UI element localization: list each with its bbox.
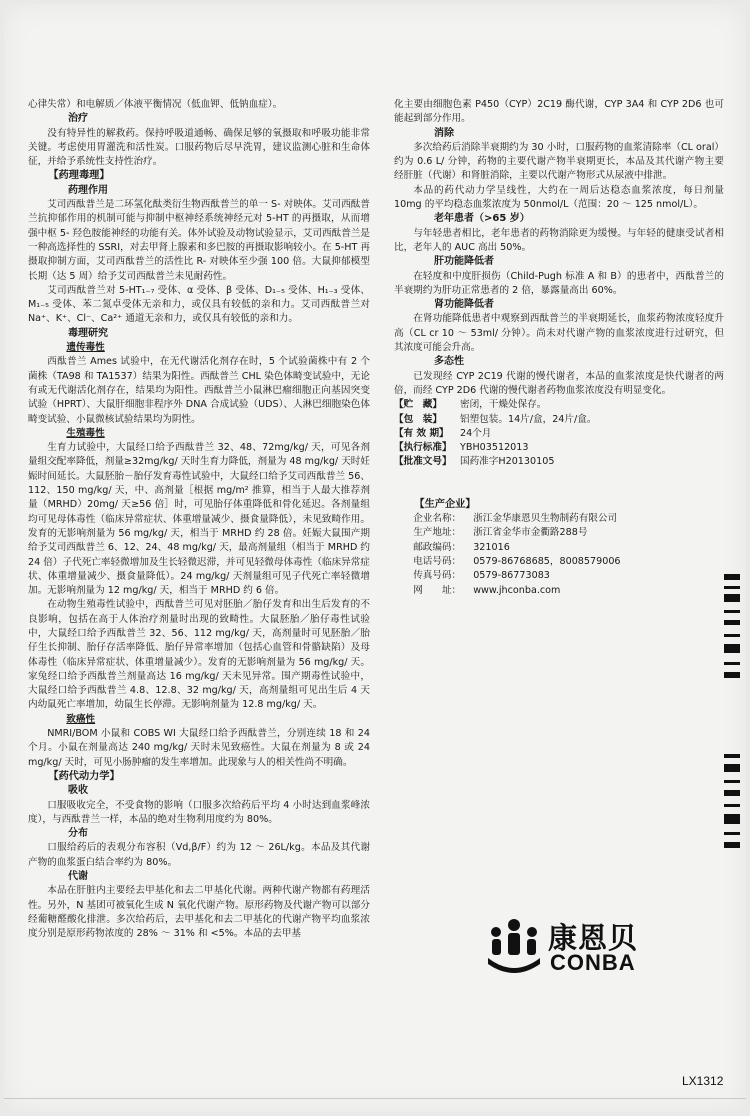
- carcinogenicity-heading: 致癌性: [66, 713, 96, 725]
- treatment-text: 没有特异性的解救药。保持呼吸道通畅、确保足够的氧摄取和呼吸功能非常关键。考虑使用胃灌洗和活性炭。口服药物后尽早洗胃，建议监测心脏和生命体征，并给予系统性支持性治疗。: [28, 127, 370, 168]
- manufacturer-fax-value: 0579-86773083: [473, 570, 550, 582]
- reproductive-toxicity-text-2: 在动物生殖毒性试验中，西酞普兰可见对胚胎／胎仔发育和出生后发育的不良影响，包括在高于人体治疗剂量时出现的致畸性。大鼠胚胎／胎仔毒性试验中，大鼠经口给予西酞普兰 32、56、112 mg/kg/ 天，高剂量时可见胚胎／胎仔生长抑制、胎仔存活率降低、胎仔异常率增加（包括心血管和骨骼缺陷）及母体毒性（临床异常症状、体重增量减少）。发育的无影响剂量为 56 mg/kg/ 天。家兔经口给予西酞普兰剂量高达 16 mg/kg/ 天未见异常。围产期毒性试验中，大鼠经口给予西酞普兰 4.8、12.8、32 mg/kg/ 天，高剂量组可见出生后 4 天内幼鼠死亡率增加，幼鼠生长停滞。无影响剂量为 12.8 mg/kg/ 天。: [28, 599, 370, 711]
- storage-row: [394, 398, 724, 412]
- elimination-text-1: 多次给药后消除半衰期约为 30 小时，口服药物的血浆清除率（CL oral）约为 0.6 L/ 分钟，药物的主要代谢产物半衰期更长，本品及其代谢产物主要经肝脏（代谢）和肾脏消除，主要以代谢产物形式从尿液中排泄。: [394, 141, 724, 182]
- manufacturer-phone-value: 0579-86768685，8008579006: [473, 555, 621, 567]
- manufacturer-zip-value: 321016: [473, 541, 510, 553]
- manufacturer-phone-row: [394, 555, 724, 569]
- bottom-crease: [4, 1098, 746, 1099]
- manufacturer-address-row: [394, 526, 724, 540]
- pharmacokinetics-section: 【药代动力学】: [48, 770, 120, 782]
- logo-chinese-name: 康恩贝: [548, 921, 639, 955]
- treatment-heading: 治疗: [68, 113, 88, 125]
- manufacturer-phone-label: 电话号码：: [413, 555, 462, 567]
- storage-label: 【贮 藏】: [394, 399, 442, 411]
- manufacturer-zip-row: [394, 541, 724, 555]
- conba-logo: [486, 916, 666, 980]
- manufacturer-address-label: 生产地址：: [413, 527, 462, 539]
- leaflet-code: LX1312: [682, 1074, 724, 1088]
- pharmacology-heading: 药理作用: [68, 184, 108, 196]
- package-label: 【包 装】: [394, 413, 442, 425]
- right-column: [394, 98, 724, 598]
- elderly-text: 与年轻患者相比，老年患者的药物消除更为缓慢。与年轻的健康受试者相比，老年人的 AUC 高出 50%。: [394, 227, 724, 253]
- manufacturer-website-label: 网 址：: [413, 584, 462, 596]
- elderly-heading: 老年患者（>65 岁）: [434, 213, 530, 225]
- polymorphism-text: 已发现经 CYP 2C19 代谢的慢代谢者，本品的血浆浓度是快代谢者的两倍，而经 CYP 2D6 代谢的慢代谢者药物血浆浓度没有明显变化。: [394, 370, 724, 396]
- distribution-heading: 分布: [68, 828, 88, 840]
- side-barcode-icon: [724, 574, 740, 864]
- manufacturer-section: 【生产企业】: [414, 498, 476, 510]
- distribution-text: 口服给药后的表观分布容积（Vd,β/F）约为 12 ～ 26L/kg。本品及其代谢产物的血浆蛋白结合率约为 80%。: [28, 842, 370, 868]
- manufacturer-name-value: 浙江金华康恩贝生物制药有限公司: [473, 513, 618, 525]
- manufacturer-address-value: 浙江省金华市金衢路288号: [473, 527, 588, 539]
- hepatic-impairment-heading: 肝功能降低者: [434, 256, 494, 268]
- polymorphism-heading: 多态性: [434, 356, 464, 368]
- metabolism-text: 本品在肝脏内主要经去甲基化和去二甲基化代谢。两种代谢产物都有药理活性。另外，N 基团可被氧化生成 N 氧化代谢产物。原形药物及代谢产物可以部分经葡糖醛酸化排泄。多次给药后，去甲基化和去二甲基化的代谢产物平均血浆浓度分别是原形药物浓度的 28% ～ 31% 和 <5%。本品的去甲基: [28, 885, 370, 940]
- standard-label: 【执行标准】: [394, 442, 452, 454]
- logo-english-name: CONBA: [550, 950, 636, 975]
- package-row: [394, 413, 724, 427]
- elimination-text-2: 本品的药代动力学呈线性，大约在一周后达稳态血浆浓度，每日剂量 10mg 的平均稳态血浆浓度为 50nmol/L（范围：20 ～ 125 nmol/L）。: [394, 184, 724, 211]
- overdose-intro: 心律失常）和电解质／体液平衡情况（低血钾、低钠血症）。: [28, 99, 283, 110]
- manufacturer-fax-label: 传真号码：: [413, 570, 462, 582]
- metabolism-heading: 代谢: [68, 871, 88, 883]
- absorption-heading: 吸收: [68, 785, 88, 797]
- manufacturer-zip-label: 邮政编码：: [413, 541, 462, 553]
- manufacturer-website-value: www.jhconba.com: [473, 584, 561, 596]
- pharmacology-text-2: 艾司西酞普兰对 5-HT₁₋₇ 受体、α 受体、β 受体、D₁₋₅ 受体、H₁₋₃ 受体、M₁₋₅ 受体、苯二氮卓受体无亲和力，或仅具有较低的亲和力。艾司西酞普兰对 Na⁺、K⁺、Cl⁻、Ca²⁺ 通道无亲和力，或仅具有较低的亲和力。: [28, 284, 370, 325]
- pharmacology-toxicology-section: 【药理毒理】: [48, 170, 110, 182]
- elimination-heading: 消除: [434, 127, 454, 139]
- standard-row: [394, 441, 724, 455]
- renal-impairment-heading: 肾功能降低者: [434, 299, 494, 311]
- validity-value: 24个月: [460, 427, 492, 439]
- conba-logo-mark-icon: [486, 916, 542, 976]
- manufacturer-name-label: 企业名称：: [413, 513, 462, 525]
- renal-impairment-text: 在肾功能降低患者中观察到西酞普兰的半衰期延长，血浆药物浓度轻度升高（CL cr 10 ～ 53ml/ 分钟）。尚未对代谢产物的血浆浓度进行过研究，但其浓度可能会升高。: [394, 313, 724, 354]
- storage-value: 密闭，干燥处保存。: [460, 399, 547, 411]
- standard-value: YBH03512013: [460, 442, 529, 454]
- genotoxicity-text: 西酞普兰 Ames 试验中，在无代谢活化剂存在时，5 个试验菌株中有 2 个菌株（TA98 和 TA1537）结果为阳性。西酞普兰 CHL 染色体畸变试验中，无论有或无代谢活化剂存在，结果均为阳性。西酞普兰小鼠淋巴瘤细胞正向基因突变试验（HPRT）、大鼠肝细胞非程序外 DNA 合成试验（UDS）、人淋巴细胞染色体畸变试验、小鼠微核试验结果均为阴性。: [28, 356, 370, 425]
- validity-label: 【有 效 期】: [394, 427, 449, 439]
- manufacturer-name-row: [394, 512, 724, 526]
- carcinogenicity-text: NMRI/BOM 小鼠和 COBS WI 大鼠经口给予西酞普兰，分别连续 18 和 24 个月。小鼠在剂量高达 240 mg/kg/ 天时未见致癌性。大鼠在剂量为 8 或 24 mg/kg/ 天时，可见小肠肿瘤的发生率增加。此现象与人的相关性尚不明确。: [28, 728, 370, 768]
- approval-label: 【批准文号】: [394, 456, 452, 468]
- validity-row: [394, 427, 724, 441]
- package-value: 铝塑包装。14片/盒，24片/盒。: [460, 413, 597, 425]
- absorption-text: 口服吸收完全，不受食物的影响（口服多次给药后平均 4 小时达到血浆峰浓度），与西酞普兰一样，本品的绝对生物利用度约为 80%。: [28, 799, 370, 825]
- pharmacology-text-1: 艾司西酞普兰是二环氢化酞类衍生物西酞普兰的单一 S- 对映体。艾司西酞普兰抗抑郁作用的机制可能与抑制中枢神经系统神经元对 5-HT 的再摄取，从而增强中枢 5- 羟色胺能神经的功能有关。体外试验及动物试验显示，艾司西酞普兰是一种高选择性的 SSRI，对去甲肾上腺素和多巴胺的再摄取影响较小。在 5-HT 再摄取抑制方面，艾司西酞普兰的活性比 R- 对映体至少强 100 倍。大鼠抑郁模型长期（达 5 周）给予艾司西酞普兰未见耐药性。: [28, 199, 370, 282]
- metabolism-text-continued: 化主要由细胞色素 P450（CYP）2C19 酶代谢，CYP 3A4 和 CYP 2D6 也可能起到部分作用。: [394, 99, 724, 125]
- manufacturer-website-row: [394, 584, 724, 598]
- leaflet-page: [4, 4, 746, 1112]
- genotoxicity-heading: 遗传毒性: [66, 342, 105, 354]
- approval-value: 国药准字H20130105: [460, 456, 555, 468]
- toxicology-heading: 毒理研究: [68, 327, 108, 339]
- manufacturer-fax-row: [394, 569, 724, 583]
- hepatic-impairment-text: 在轻度和中度肝损伤（Child-Pugh 标准 A 和 B）的患者中，西酞普兰的半衰期约为肝功正常患者的 2 倍，暴露量高出 60%。: [394, 270, 724, 296]
- approval-row: [394, 455, 724, 469]
- left-column: [28, 98, 370, 942]
- reproductive-toxicity-text-1: 生育力试验中，大鼠经口给予西酞普兰 32、48、72mg/kg/ 天，可见各剂量组交配率降低，剂量≥32mg/kg/ 天时生育力降低，剂量为 48 mg/kg/ 天时妊娠时间延长。大鼠胚胎－胎仔发育毒性试验中，大鼠经口给予艾司西酞普兰 56、112、150 mg/kg/ 天，中、高剂量［根据 mg/m² 推算，相当于人最大推荐剂量（MRHD）20mg/ 天≥56 倍］时，可见胎仔体重降低和骨化延迟。各剂量组均可见母体毒性（临床异常症状、体重增量减少、摄食量降低），未见致畸作用。发育的无影响剂量为 56 mg/kg/ 天，相当于 MRHD 约 28 倍。妊娠大鼠围产期给予艾司西酞普兰 6、12、24、48 mg/kg/ 天，最高剂量组（相当于 MRHD 约 24 倍）子代死亡率轻微增加及生长轻微迟滞，并可见轻微母体毒性（临床异常症状、体重增量减少、摄食量降低）。24 mg/kg/ 天剂量组可见子代死亡率轻微增加。无影响剂量为 12 mg/kg/ 天，相当于 MRHD 约 6 倍。: [28, 442, 370, 597]
- reproductive-toxicity-heading: 生殖毒性: [66, 427, 105, 439]
